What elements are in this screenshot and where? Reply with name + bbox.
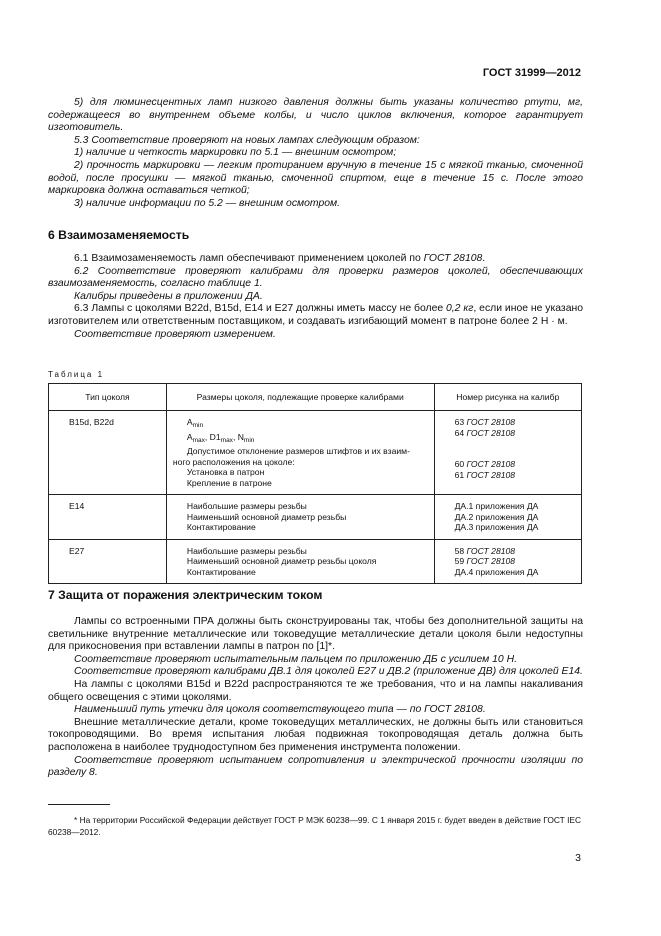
paragraph: На лампы с цоколями B15d и B22d распространяются те же требования, что и на лампы накаливания общего освещения с этими цоколями. <box>48 678 583 703</box>
dimensions-cell: Наибольшие размеры резьбы Наименьший основной диаметр резьбы цоколя Контактирование <box>166 539 434 584</box>
column-header: Размеры цоколя, подлежащие проверке калибрами <box>166 384 434 411</box>
dimensions-cell: $A_{min}$ $A_{max}$, $D1_{max}$, $N_{min}$ Допустимое отклонение размеров штифтов и их взаим- ного расположения на цоколе: Установка в патрон Крепление в патроне <box>166 411 434 495</box>
table-row <box>49 411 582 495</box>
paragraph: 6.1 Взаимозаменяемость ламп обеспечивают применением цоколей по ГОСТ 28108. <box>74 253 486 264</box>
figure-number-cell: ДА.1 приложения ДА ДА.2 приложения ДА ДА.3 приложения ДА <box>434 495 581 540</box>
cap-type-cell: E14 <box>49 495 167 540</box>
list-item: 3) наличие информации по 5.2 — внешним осмотром. <box>74 197 341 209</box>
marking-requirements-block <box>48 97 583 210</box>
paragraph: 6.3 Лампы с цоколями B22d, B15d, E14 и E27 должны иметь массу не более 0,2 кг, если иное не указано изготовителем или ответственным поставщиком, и создавать изгибающий момент в патроне более 2 Н · м. <box>48 303 583 327</box>
paragraph: 5.3 Соответствие проверяют на новых лампах следующим образом: <box>74 134 420 146</box>
gauge-table <box>48 383 582 584</box>
paragraph: Лампы со встроенными ПРА должны быть сконструированы так, чтобы без дополнительной защиты на светильнике внутренние металлические или токоведущие металлические детали цоколя были недоступны для прикосновения при вставлении лампы в патрон по [1]*. <box>48 616 583 653</box>
cap-type-cell: B15d, B22d <box>49 411 167 495</box>
dimensions-cell: Наибольшие размеры резьбы Наименьший основной диаметр резьбы Контактирование <box>166 495 434 540</box>
column-header: Номер рисунка на калибр <box>434 384 581 411</box>
table-row <box>49 495 582 540</box>
section-heading-7: 7 Защита от поражения электрическим током <box>48 588 323 602</box>
footnote-divider <box>48 804 110 805</box>
footnote <box>48 814 583 838</box>
electric-shock-protection-block <box>48 616 583 780</box>
table-row <box>49 539 582 584</box>
cap-type-cell: E27 <box>49 539 167 584</box>
footnote-text: * На территории Российской Федерации действует ГОСТ Р МЭК 60238—99. С 1 января 2015 г. будет введен в действие ГОСТ IEC 60238—2012. <box>48 815 582 837</box>
table-header-row <box>49 384 582 411</box>
paragraph: 6.2 Соответствие проверяют калибрами для проверки размеров цоколей, обеспечивающих взаимозаменяемость, согласно таблице 1. <box>48 265 583 290</box>
paragraph: 5) для люминесцентных ламп низкого давления должны быть указаны количество ртути, мг, содержащееся во внутреннем объеме колбы, и число циклов включения, которое гарантирует изготовитель. <box>48 97 583 134</box>
paragraph: Соответствие проверяют измерением. <box>74 328 276 340</box>
paragraph: Наименьший путь утечки для цоколя соответствующего типа — по ГОСТ 28108. <box>74 704 486 716</box>
interchangeability-block <box>48 253 583 341</box>
paragraph: Калибры приведены в приложении ДА. <box>74 290 263 302</box>
paragraph: Соответствие проверяют испытательным пальцем по приложению ДБ с усилием 10 Н. <box>74 653 517 665</box>
list-item: 2) прочность маркировки — легким протиранием вручную в течение 15 с мягкой тканью, смоченной водой, после просушки — мягкой тканью, смоченной спиртом, еще в течение 15 с. После этого маркировка должна оставаться четкой; <box>48 159 583 197</box>
figure-number-cell: 58 ГОСТ 28108 59 ГОСТ 28108 ДА.4 приложения ДА <box>434 539 581 584</box>
paragraph: Соответствие проверяют калибрами ДВ.1 для цоколей E27 и ДВ.2 (приложение ДВ) для цоколей E14. <box>74 666 583 678</box>
figure-number-cell: 63 ГОСТ 28108 64 ГОСТ 28108 60 ГОСТ 28108 61 ГОСТ 28108 <box>434 411 581 495</box>
page-number: 3 <box>575 852 581 864</box>
document-code-header: ГОСТ 31999—2012 <box>482 67 581 79</box>
paragraph: Соответствие проверяют испытанием сопротивления и электрической прочности изоляции по разделу 8. <box>48 754 583 779</box>
paragraph: Внешние металлические детали, кроме токоведущих металлических, не должны быть или становиться токопроводящими. Во время испытания любая подвижная токопроводящая деталь должна быть расположена в наиболее труднодоступном без применения инструмента положении. <box>48 716 583 753</box>
column-header: Тип цоколя <box>49 384 167 411</box>
standard-reference: ГОСТ 28108 <box>423 253 483 264</box>
section-heading-6: 6 Взаимозаменяемость <box>48 228 190 242</box>
list-item: 1) наличие и четкость маркировки по 5.1 — внешним осмотром; <box>74 147 397 159</box>
table-label: Таблица 1 <box>48 370 105 379</box>
